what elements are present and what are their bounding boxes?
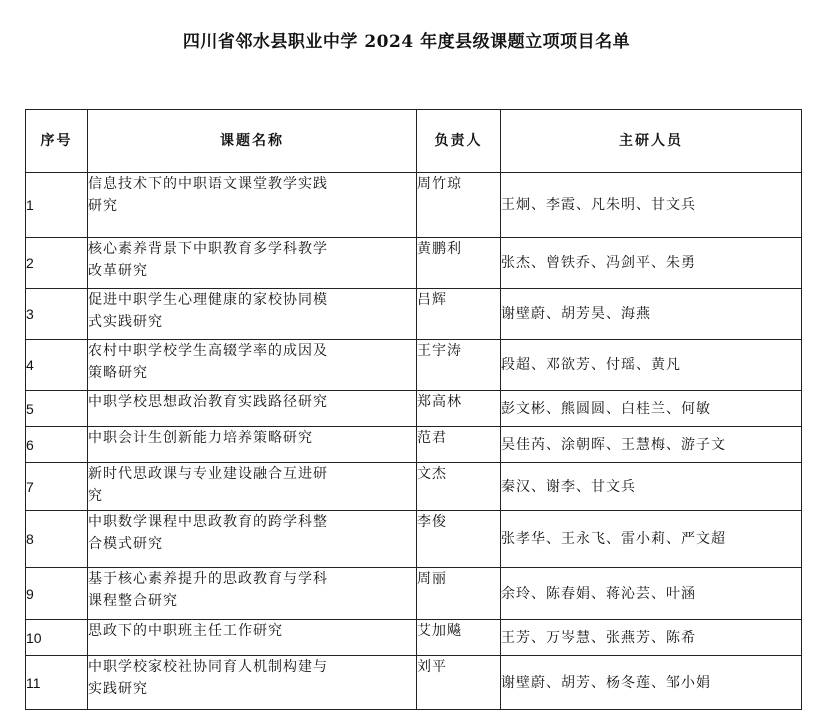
table-row bbox=[26, 427, 802, 463]
cell-no: 4 bbox=[26, 340, 88, 391]
header-members: 主研人员 bbox=[501, 110, 802, 173]
project-name-line: 究 bbox=[88, 488, 103, 504]
cell-no: 9 bbox=[26, 568, 88, 620]
cell-no: 11 bbox=[26, 656, 88, 710]
cell-lead: 吕辉 bbox=[417, 289, 501, 340]
table-row bbox=[26, 463, 802, 511]
project-name-line: 改革研究 bbox=[88, 263, 148, 279]
project-name-line: 核心素养背景下中职教育多学科教学 bbox=[88, 241, 328, 257]
project-name-line: 中职会计生创新能力培养策略研究 bbox=[88, 430, 313, 446]
cell-lead: 郑高林 bbox=[417, 391, 501, 427]
cell-project-name bbox=[88, 289, 417, 340]
table-header-row bbox=[26, 110, 802, 173]
cell-lead: 周竹琼 bbox=[417, 173, 501, 238]
project-name-line: 研究 bbox=[88, 198, 118, 214]
project-name-line: 合模式研究 bbox=[88, 536, 163, 552]
cell-no: 7 bbox=[26, 463, 88, 511]
project-name-line: 实践研究 bbox=[88, 681, 148, 697]
project-name-line: 中职学校家校社协同育人机制构建与 bbox=[88, 659, 328, 675]
header-no: 序号 bbox=[26, 110, 88, 173]
table-body bbox=[26, 173, 802, 710]
projects-table bbox=[25, 109, 802, 710]
project-name-line: 式实践研究 bbox=[88, 314, 163, 330]
header-name: 课题名称 bbox=[88, 110, 417, 173]
table-row bbox=[26, 289, 802, 340]
table-row bbox=[26, 511, 802, 568]
cell-members: 张孝华、王永飞、雷小莉、严文超 bbox=[501, 511, 802, 568]
project-name-line: 信息技术下的中职语文课堂教学实践 bbox=[88, 176, 328, 192]
project-name-line: 中职学校思想政治教育实践路径研究 bbox=[88, 394, 328, 410]
table-row bbox=[26, 238, 802, 289]
cell-members: 王芳、万岑慧、张燕芳、陈希 bbox=[501, 620, 802, 656]
cell-members: 王炯、李霞、凡朱明、甘文兵 bbox=[501, 173, 802, 238]
cell-members: 段超、邓欲芳、付瑶、黄凡 bbox=[501, 340, 802, 391]
project-name-line: 农村中职学校学生高辍学率的成因及 bbox=[88, 343, 328, 359]
table-row bbox=[26, 656, 802, 710]
header-lead: 负责人 bbox=[417, 110, 501, 173]
cell-no: 3 bbox=[26, 289, 88, 340]
cell-members: 谢壁蔚、胡芳、杨冬莲、邹小娟 bbox=[501, 656, 802, 710]
cell-no: 6 bbox=[26, 427, 88, 463]
document-title: 四川省邻水县职业中学 2024 年度县级课题立项项目名单 bbox=[182, 32, 631, 52]
cell-project-name bbox=[88, 656, 417, 710]
cell-no: 1 bbox=[26, 173, 88, 238]
project-name-line: 思政下的中职班主任工作研究 bbox=[88, 623, 283, 639]
cell-no: 2 bbox=[26, 238, 88, 289]
cell-members: 张杰、曾铁乔、冯剑平、朱勇 bbox=[501, 238, 802, 289]
cell-no: 8 bbox=[26, 511, 88, 568]
table-row bbox=[26, 340, 802, 391]
cell-members: 余玲、陈春娟、蒋沁芸、叶涵 bbox=[501, 568, 802, 620]
cell-lead: 艾加飚 bbox=[417, 620, 501, 656]
cell-no: 5 bbox=[26, 391, 88, 427]
cell-lead: 黄鹏利 bbox=[417, 238, 501, 289]
project-name-line: 策略研究 bbox=[88, 365, 148, 381]
cell-project-name bbox=[88, 620, 417, 656]
cell-lead: 王宇涛 bbox=[417, 340, 501, 391]
cell-members: 吴佳芮、涂朝晖、王慧梅、游子文 bbox=[501, 427, 802, 463]
cell-project-name bbox=[88, 391, 417, 427]
table-row bbox=[26, 620, 802, 656]
table-row bbox=[26, 391, 802, 427]
cell-project-name bbox=[88, 238, 417, 289]
cell-lead: 李俊 bbox=[417, 511, 501, 568]
cell-lead: 文杰 bbox=[417, 463, 501, 511]
project-name-line: 基于核心素养提升的思政教育与学科 bbox=[88, 571, 328, 587]
cell-members: 谢壁蔚、胡芳昊、海燕 bbox=[501, 289, 802, 340]
table-row bbox=[26, 568, 802, 620]
cell-lead: 周丽 bbox=[417, 568, 501, 620]
cell-project-name bbox=[88, 463, 417, 511]
project-name-line: 新时代思政课与专业建设融合互进研 bbox=[88, 466, 328, 482]
project-name-line: 中职数学课程中思政教育的跨学科整 bbox=[88, 514, 328, 530]
table-row bbox=[26, 173, 802, 238]
cell-lead: 刘平 bbox=[417, 656, 501, 710]
project-name-line: 促进中职学生心理健康的家校协同模 bbox=[88, 292, 328, 308]
cell-lead: 范君 bbox=[417, 427, 501, 463]
cell-no: 10 bbox=[26, 620, 88, 656]
cell-project-name bbox=[88, 511, 417, 568]
cell-members: 彭文彬、熊圆圆、白桂兰、何敏 bbox=[501, 391, 802, 427]
project-name-line: 课程整合研究 bbox=[88, 593, 178, 609]
cell-project-name bbox=[88, 173, 417, 238]
cell-project-name bbox=[88, 568, 417, 620]
cell-members: 秦汉、谢李、甘文兵 bbox=[501, 463, 802, 511]
cell-project-name bbox=[88, 427, 417, 463]
cell-project-name bbox=[88, 340, 417, 391]
